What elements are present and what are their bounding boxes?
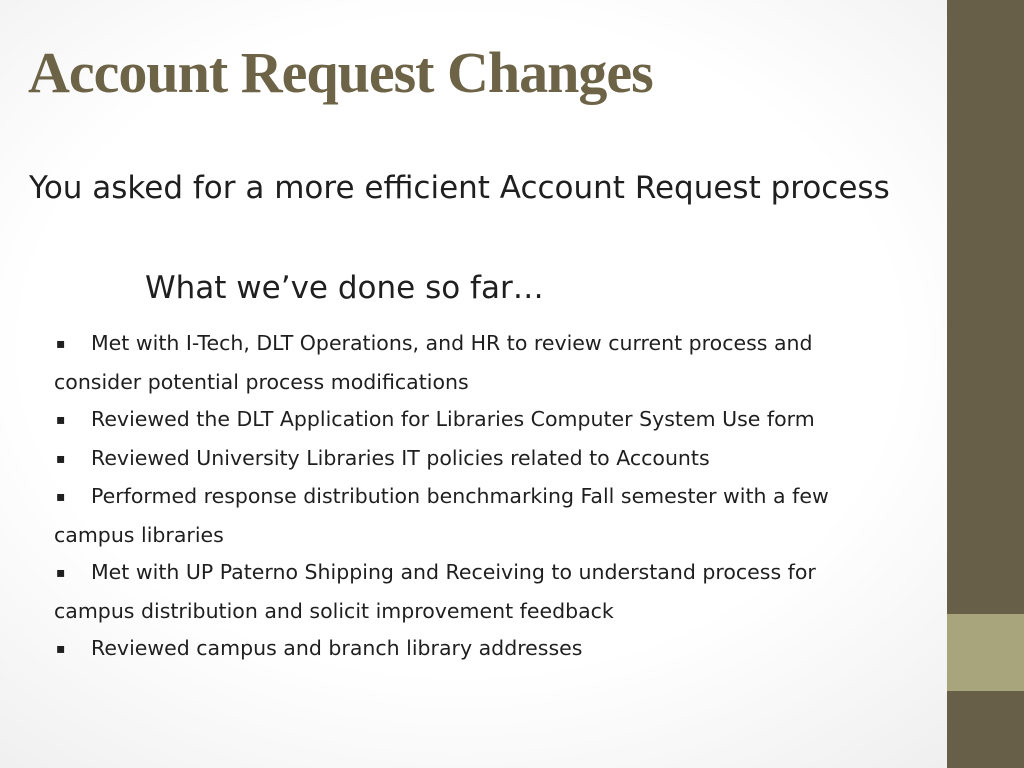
slide-subtitle: You asked for a more efficient Account Request process: [29, 170, 890, 206]
list-item: [54, 630, 894, 669]
bullet-text: Reviewed campus and branch library addresses: [91, 636, 583, 660]
bullet-text: Performed response distribution benchmarking Fall semester with a few campus libraries: [54, 484, 829, 547]
list-item: [54, 325, 894, 401]
square-bullet-icon: ▪: [56, 412, 66, 428]
bullet-text: Reviewed the DLT Application for Libraries Computer System Use form: [91, 407, 815, 431]
bullet-text: Reviewed University Libraries IT policies related to Accounts: [91, 445, 710, 470]
decorative-sidebar-accent: [947, 614, 1024, 691]
list-item: [54, 554, 894, 630]
bullet-text: Met with I-Tech, DLT Operations, and HR to review current process and consider potential process modifications: [54, 331, 813, 394]
square-bullet-icon: ▪: [56, 336, 66, 352]
list-item: [54, 440, 894, 479]
square-bullet-icon: ▪: [56, 641, 66, 657]
square-bullet-icon: ▪: [56, 489, 66, 505]
bullet-text: Met with UP Paterno Shipping and Receiving to understand process for campus distribution and solicit improvement feedback: [54, 560, 816, 623]
bullet-list: [54, 325, 894, 669]
slide-title: Account Request Changes: [28, 40, 653, 105]
list-item: [54, 478, 894, 554]
list-item: [54, 401, 894, 440]
square-bullet-icon: ▪: [56, 450, 66, 467]
slide-subhead: What we’ve done so far…: [145, 270, 544, 306]
square-bullet-icon: ▪: [56, 565, 66, 581]
